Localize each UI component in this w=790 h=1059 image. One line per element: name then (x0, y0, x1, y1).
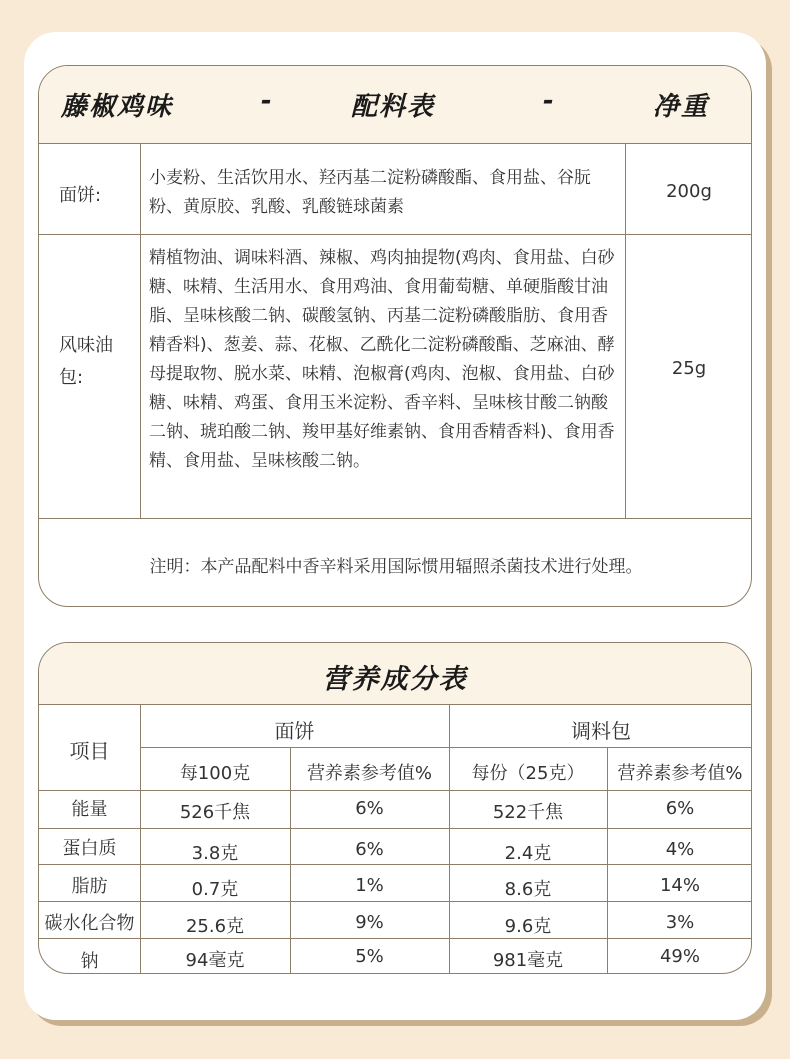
nutrient-name: 钠 (80, 951, 99, 972)
nrv-header: 营养素参考值% (617, 763, 743, 784)
divider (39, 790, 752, 791)
row-weight-oil-packet: 25g (671, 358, 707, 379)
nrv-header: 营养素参考值% (306, 763, 433, 784)
net-weight-heading: 净重 (653, 92, 710, 122)
noodle-value: 25.6克 (185, 916, 245, 937)
header-dash: - (261, 86, 274, 116)
seasoning-value: 9.6克 (504, 916, 552, 937)
header-dash: - (543, 86, 556, 116)
noodle-group-header: 面饼 (274, 719, 315, 743)
nutrition-table (38, 642, 752, 974)
seasoning-value: 981毫克 (492, 950, 564, 971)
noodle-value: 94毫克 (185, 950, 245, 971)
nutrient-name: 碳水化合物 (44, 913, 135, 934)
noodle-nrv: 1% (355, 875, 384, 896)
seasoning-value: 522千焦 (492, 802, 564, 823)
ingredients-title: 配料表 (351, 92, 436, 122)
divider (39, 234, 752, 235)
divider (39, 518, 752, 519)
row-content-oil-packet: 精植物油、调味料酒、辣椒、鸡肉抽提物(鸡肉、食用盐、白砂糖、味精、生活用水、食用鸡油、食用葡萄糖、单硬脂酸甘油脂、呈味核酸二钠、碳酸氢钠、丙基二淀粉磷酸脂肪、食用香精香料)、葱姜、蒜、花椒、乙酰化二淀粉磷酸酯、芝麻油、酵母提取物、脱水菜、味精、泡椒膏(鸡肉、泡椒、食用盐、白砂糖、味精、鸡蛋、食用玉米淀粉、香辛料、呈味核甘酸二钠酸二钠、琥珀酸二钠、羧甲基好维素钠、食用香精香料)、食用香精、食用盐、呈味核酸二钠。 (149, 248, 615, 471)
seasoning-group-header: 调料包 (571, 719, 631, 743)
item-column-header: 项目 (69, 739, 110, 763)
seasoning-nrv: 3% (665, 912, 695, 933)
note-text: 注明：本产品配料中香辛料采用国际惯用辐照杀菌技术进行处理。 (149, 557, 643, 577)
seasoning-nrv: 49% (659, 946, 700, 967)
divider (140, 747, 752, 748)
row-content-noodle: 小麦粉、生活饮用水、羟丙基二淀粉磷酸酯、食用盐、谷朊粉、黄原胶、乳酸、乳酸链球菌素 (149, 168, 591, 217)
noodle-nrv: 6% (355, 798, 384, 819)
nutrition-header (39, 643, 751, 705)
divider (39, 828, 752, 829)
row-label-oil-packet: 风味油包: (59, 335, 113, 388)
product-name: 藤椒鸡味 (61, 92, 174, 122)
seasoning-value: 2.4克 (504, 843, 552, 864)
per-serving-header: 每份（25克） (471, 763, 585, 784)
divider (39, 938, 752, 939)
noodle-nrv: 6% (355, 839, 384, 860)
noodle-nrv: 9% (355, 912, 384, 933)
noodle-nrv: 5% (355, 946, 384, 967)
nutrient-name: 脂肪 (71, 876, 108, 897)
seasoning-value: 8.6克 (504, 879, 552, 900)
nutrient-name: 蛋白质 (62, 838, 117, 859)
seasoning-nrv: 4% (665, 839, 695, 860)
row-label-noodle: 面饼: (59, 185, 102, 206)
divider (39, 901, 752, 902)
noodle-value: 0.7克 (191, 879, 239, 900)
ingredients-table (38, 65, 752, 607)
noodle-value: 3.8克 (191, 843, 239, 864)
row-weight-noodle: 200g (666, 181, 712, 202)
nutrition-title: 营养成分表 (322, 664, 468, 695)
seasoning-nrv: 14% (659, 875, 700, 896)
ingredients-header (39, 66, 751, 144)
seasoning-nrv: 6% (665, 798, 695, 819)
divider (140, 144, 141, 518)
noodle-value: 526千焦 (179, 802, 251, 823)
nutrient-name: 能量 (71, 799, 108, 820)
per-100g-header: 每100克 (179, 763, 251, 784)
